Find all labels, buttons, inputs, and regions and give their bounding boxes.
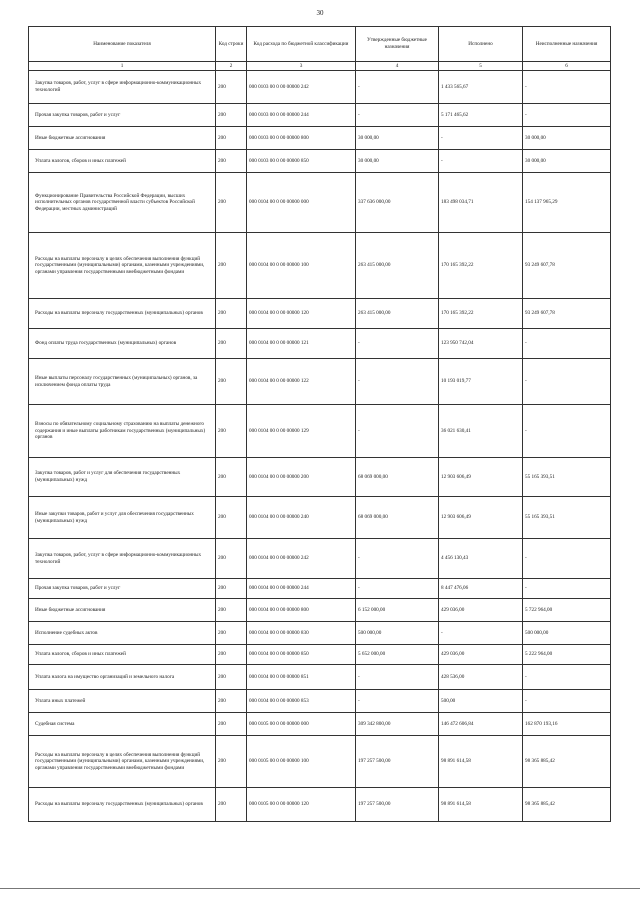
cell-executed: 429 036,00: [439, 599, 523, 622]
cell-approved: -: [356, 665, 439, 690]
table-row: [29, 713, 611, 736]
cell-line-code: 200: [216, 359, 247, 405]
cell-line-code: 200: [216, 299, 247, 329]
cell-executed: 4 456 130,43: [439, 539, 523, 579]
cell-indicator-name: Иные выплаты персоналу государственных (муниципальных) органов, за исключением фонда оплаты труда: [29, 359, 216, 405]
cell-unexecuted: 30 000,00: [523, 127, 611, 150]
cell-indicator-name: Закупка товаров, работ и услуг для обеспечения государственных (муниципальных) нужд: [29, 458, 216, 497]
cell-expense-code: 000 0104 00 0 00 00000 129: [247, 405, 356, 458]
cell-expense-code: 000 0104 00 0 00 00000 200: [247, 458, 356, 497]
table-row: [29, 736, 611, 788]
cell-unexecuted: -: [523, 71, 611, 104]
header-approved: Утвержденные бюджетные назначения: [356, 27, 439, 62]
cell-line-code: 200: [216, 233, 247, 299]
cell-expense-code: 000 0104 00 0 00 00000 240: [247, 497, 356, 539]
cell-expense-code: 000 0104 00 0 00 00000 851: [247, 665, 356, 690]
cell-unexecuted: 154 137 965,29: [523, 173, 611, 233]
table-row: [29, 233, 611, 299]
cell-unexecuted: -: [523, 359, 611, 405]
cell-indicator-name: Расходы на выплаты персоналу в целях обеспечения выполнения функций государственными (муниципальными) органами, казенными учреждениями, органами управления государственными внебюджетными фондами: [29, 736, 216, 788]
cell-executed: 170 165 392,22: [439, 299, 523, 329]
cell-indicator-name: Расходы на выплаты персоналу в целях обеспечения выполнения функций государственными (муниципальными) органами, казенными учреждениями, органами управления государственными внебюджетными фондами: [29, 233, 216, 299]
cell-unexecuted: -: [523, 539, 611, 579]
header-expense-code: Код расхода по бюджетной классификации: [247, 27, 356, 62]
cell-approved: 309 342 800,00: [356, 713, 439, 736]
cell-approved: -: [356, 104, 439, 127]
cell-line-code: 200: [216, 622, 247, 645]
header-line-code: Код строки: [216, 27, 247, 62]
cell-line-code: 200: [216, 405, 247, 458]
cell-indicator-name: Уплата налогов, сборов и иных платежей: [29, 150, 216, 173]
cell-line-code: 200: [216, 788, 247, 822]
cell-line-code: 200: [216, 599, 247, 622]
cell-approved: -: [356, 329, 439, 359]
cell-executed: -: [439, 150, 523, 173]
cell-unexecuted: 98 365 885,42: [523, 736, 611, 788]
cell-approved: -: [356, 539, 439, 579]
cell-unexecuted: 55 165 393,51: [523, 458, 611, 497]
cell-executed: 8 447 476,06: [439, 579, 523, 599]
cell-expense-code: 000 0103 00 0 00 00000 242: [247, 71, 356, 104]
table-row: [29, 71, 611, 104]
cell-approved: -: [356, 579, 439, 599]
table-row: [29, 579, 611, 599]
cell-approved: 263 415 000,00: [356, 299, 439, 329]
cell-unexecuted: 500 000,00: [523, 622, 611, 645]
cell-expense-code: 000 0103 00 0 00 00000 800: [247, 127, 356, 150]
column-number: 2: [216, 62, 247, 71]
cell-line-code: 200: [216, 173, 247, 233]
cell-line-code: 200: [216, 736, 247, 788]
cell-expense-code: 000 0104 00 0 00 00000 242: [247, 539, 356, 579]
cell-expense-code: 000 0104 00 0 00 00000 100: [247, 233, 356, 299]
cell-indicator-name: Исполнение судебных актов: [29, 622, 216, 645]
cell-expense-code: 000 0103 00 0 00 00000 244: [247, 104, 356, 127]
cell-executed: 98 891 614,58: [439, 736, 523, 788]
cell-approved: 197 257 500,00: [356, 788, 439, 822]
cell-approved: -: [356, 359, 439, 405]
cell-expense-code: 000 0104 00 0 00 00000 850: [247, 645, 356, 665]
cell-indicator-name: Уплата налогов, сборов и иных платежей: [29, 645, 216, 665]
cell-approved: 500 000,00: [356, 622, 439, 645]
cell-line-code: 200: [216, 104, 247, 127]
cell-unexecuted: 5 222 964,00: [523, 645, 611, 665]
cell-executed: 98 891 614,58: [439, 788, 523, 822]
table-header-row: [29, 27, 611, 62]
cell-unexecuted: 55 165 393,51: [523, 497, 611, 539]
cell-approved: 68 069 000,00: [356, 458, 439, 497]
cell-unexecuted: 93 249 607,78: [523, 299, 611, 329]
cell-unexecuted: -: [523, 329, 611, 359]
table-row: [29, 299, 611, 329]
table-row: [29, 622, 611, 645]
column-number: 4: [356, 62, 439, 71]
cell-indicator-name: Закупка товаров, работ, услуг в сфере информационно-коммуникационных технологий: [29, 71, 216, 104]
column-number: 1: [29, 62, 216, 71]
cell-executed: 1 433 565,67: [439, 71, 523, 104]
cell-indicator-name: Закупка товаров, работ, услуг в сфере информационно-коммуникационных технологий: [29, 539, 216, 579]
table-row: [29, 539, 611, 579]
table-body: [29, 71, 611, 822]
cell-indicator-name: Прочая закупка товаров, работ и услуг: [29, 104, 216, 127]
cell-executed: 12 903 606,49: [439, 497, 523, 539]
cell-unexecuted: 93 249 607,78: [523, 233, 611, 299]
cell-indicator-name: Иные бюджетные ассигнования: [29, 127, 216, 150]
table-row: [29, 329, 611, 359]
cell-executed: 428 536,00: [439, 665, 523, 690]
cell-approved: 6 152 000,00: [356, 599, 439, 622]
cell-unexecuted: 5 722 964,00: [523, 599, 611, 622]
header-indicator-name: Наименование показателя: [29, 27, 216, 62]
cell-indicator-name: Функционирование Правительства Российской Федерации, высших исполнительных органов государственной власти субъектов Российской Федерации, местных администраций: [29, 173, 216, 233]
cell-indicator-name: Прочая закупка товаров, работ и услуг: [29, 579, 216, 599]
cell-unexecuted: -: [523, 579, 611, 599]
cell-line-code: 200: [216, 71, 247, 104]
cell-indicator-name: Расходы на выплаты персоналу государственных (муниципальных) органов: [29, 788, 216, 822]
cell-expense-code: 000 0104 00 0 00 00000 122: [247, 359, 356, 405]
cell-executed: 12 903 606,49: [439, 458, 523, 497]
table-row: [29, 458, 611, 497]
cell-unexecuted: 98 365 885,42: [523, 788, 611, 822]
table-row: [29, 690, 611, 713]
cell-approved: -: [356, 690, 439, 713]
cell-unexecuted: -: [523, 665, 611, 690]
cell-approved: 5 652 000,00: [356, 645, 439, 665]
cell-expense-code: 000 0103 00 0 00 00000 850: [247, 150, 356, 173]
table-row: [29, 405, 611, 458]
cell-indicator-name: Иные закупки товаров, работ и услуг для обеспечения государственных (муниципальных) нужд: [29, 497, 216, 539]
cell-line-code: 200: [216, 150, 247, 173]
cell-expense-code: 000 0105 00 0 00 00000 000: [247, 713, 356, 736]
cell-expense-code: 000 0104 00 0 00 00000 853: [247, 690, 356, 713]
table-row: [29, 599, 611, 622]
column-number: 6: [523, 62, 611, 71]
cell-expense-code: 000 0104 00 0 00 00000 800: [247, 599, 356, 622]
cell-indicator-name: Уплата налога на имущество организаций и земельного налога: [29, 665, 216, 690]
cell-expense-code: 000 0104 00 0 00 00000 121: [247, 329, 356, 359]
cell-line-code: 200: [216, 665, 247, 690]
cell-expense-code: 000 0104 00 0 00 00000 120: [247, 299, 356, 329]
cell-indicator-name: Взносы по обязательному социальному страхованию на выплаты денежного содержания и иные выплаты работникам государственных (муниципальных) органов: [29, 405, 216, 458]
cell-executed: 183 498 034,71: [439, 173, 523, 233]
cell-executed: 123 950 742,04: [439, 329, 523, 359]
cell-line-code: 200: [216, 458, 247, 497]
cell-approved: -: [356, 405, 439, 458]
cell-line-code: 200: [216, 579, 247, 599]
cell-indicator-name: Фонд оплаты труда государственных (муниципальных) органов: [29, 329, 216, 359]
cell-approved: -: [356, 71, 439, 104]
table-row: [29, 665, 611, 690]
cell-executed: 146 472 606,84: [439, 713, 523, 736]
table-row: [29, 127, 611, 150]
cell-line-code: 200: [216, 497, 247, 539]
cell-executed: 170 165 392,22: [439, 233, 523, 299]
cell-indicator-name: Расходы на выплаты персоналу государственных (муниципальных) органов: [29, 299, 216, 329]
page-bottom-divider: [0, 888, 640, 889]
cell-approved: 337 636 000,00: [356, 173, 439, 233]
cell-unexecuted: 162 870 193,16: [523, 713, 611, 736]
cell-line-code: 200: [216, 690, 247, 713]
cell-executed: 10 193 019,77: [439, 359, 523, 405]
cell-expense-code: 000 0104 00 0 00 00000 000: [247, 173, 356, 233]
cell-expense-code: 000 0104 00 0 00 00000 830: [247, 622, 356, 645]
cell-unexecuted: 30 000,00: [523, 150, 611, 173]
page-number: 30: [316, 9, 324, 17]
table-row: [29, 788, 611, 822]
cell-executed: 5 171 465,62: [439, 104, 523, 127]
cell-executed: -: [439, 622, 523, 645]
cell-approved: 68 069 000,00: [356, 497, 439, 539]
cell-expense-code: 000 0105 00 0 00 00000 120: [247, 788, 356, 822]
cell-line-code: 200: [216, 645, 247, 665]
cell-expense-code: 000 0104 00 0 00 00000 244: [247, 579, 356, 599]
table-row: [29, 104, 611, 127]
cell-line-code: 200: [216, 539, 247, 579]
cell-line-code: 200: [216, 127, 247, 150]
table-row: [29, 645, 611, 665]
cell-indicator-name: Судебная система: [29, 713, 216, 736]
cell-line-code: 200: [216, 713, 247, 736]
table-row: [29, 497, 611, 539]
cell-indicator-name: Уплата иных платежей: [29, 690, 216, 713]
cell-executed: 36 021 630,41: [439, 405, 523, 458]
cell-unexecuted: -: [523, 405, 611, 458]
table-row: [29, 150, 611, 173]
cell-executed: -: [439, 127, 523, 150]
cell-executed: 429 036,00: [439, 645, 523, 665]
cell-approved: 30 000,00: [356, 127, 439, 150]
table-row: [29, 359, 611, 405]
budget-execution-table: [28, 26, 611, 822]
cell-unexecuted: -: [523, 104, 611, 127]
cell-approved: 263 415 000,00: [356, 233, 439, 299]
header-executed: Исполнено: [439, 27, 523, 62]
table-row: [29, 173, 611, 233]
column-number: 5: [439, 62, 523, 71]
cell-unexecuted: -: [523, 690, 611, 713]
cell-expense-code: 000 0105 00 0 00 00000 100: [247, 736, 356, 788]
cell-approved: 197 257 500,00: [356, 736, 439, 788]
cell-line-code: 200: [216, 329, 247, 359]
header-unexecuted: Неисполненные назначения: [523, 27, 611, 62]
cell-executed: 500,00: [439, 690, 523, 713]
column-number-row: [29, 62, 611, 71]
cell-indicator-name: Иные бюджетные ассигнования: [29, 599, 216, 622]
column-number: 3: [247, 62, 356, 71]
cell-approved: 30 000,00: [356, 150, 439, 173]
